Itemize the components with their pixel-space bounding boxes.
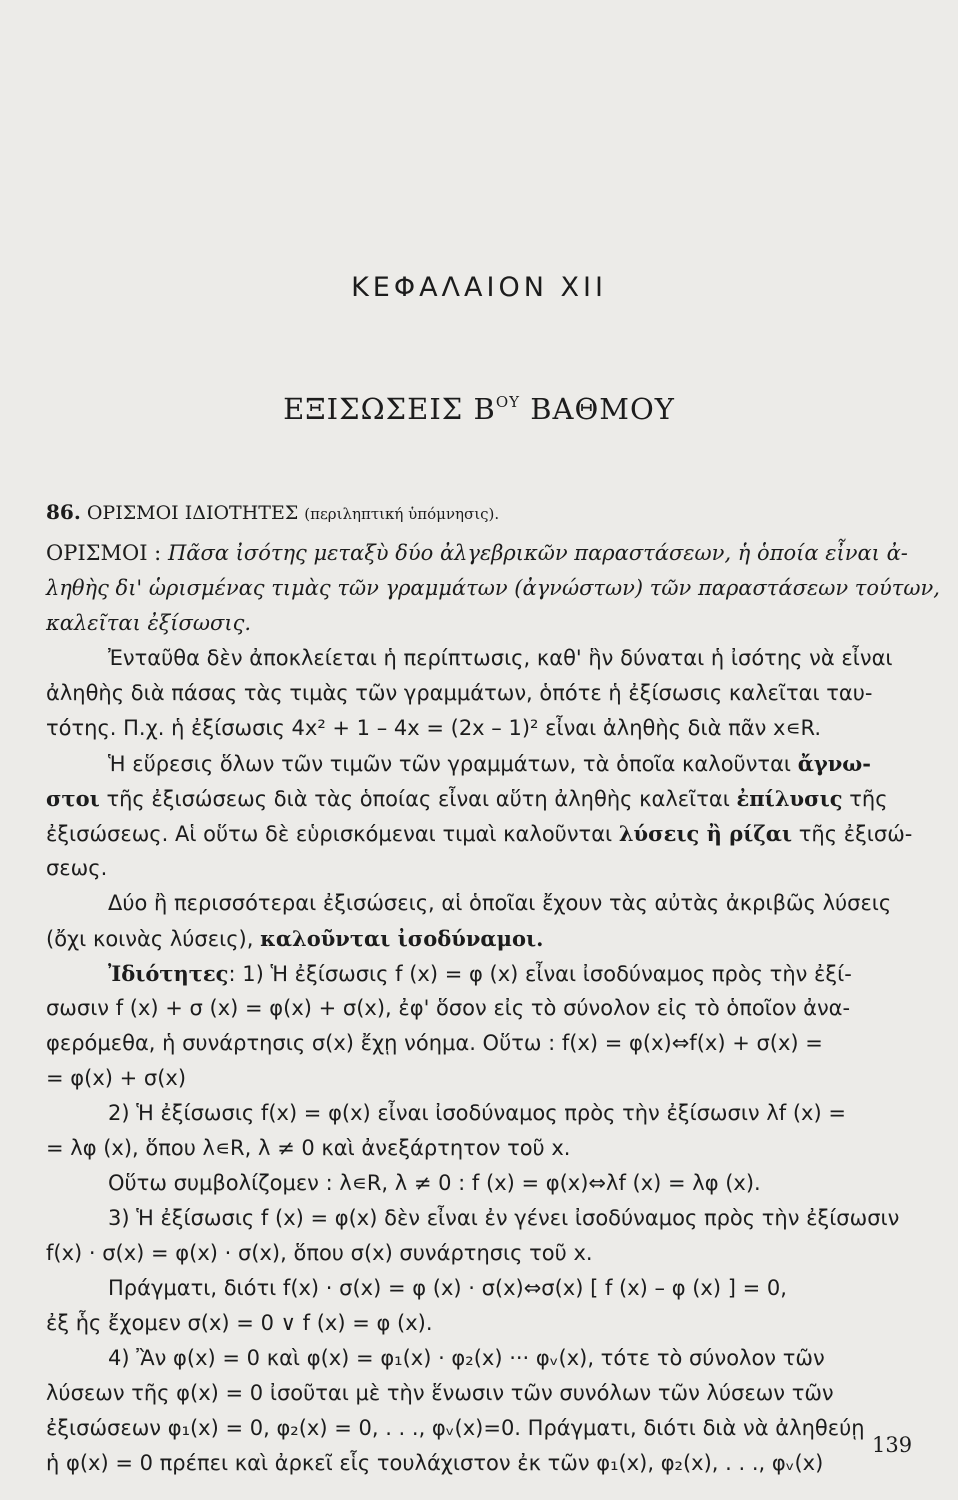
text-span: τῆς ἐξισώσεως διὰ τὰς ὁποίας εἶναι αὕτη ἀληθὴς καλεῖται — [99, 787, 737, 811]
text-line: φερόμεθα, ἡ συνάρτησις σ(x) ἔχῃ νόημα. Οὕτω : f(x) = φ(x)⇔f(x) + σ(x) = — [46, 1031, 823, 1055]
text-line: σωσιν f (x) + σ (x) = φ(x) + σ(x), ἐφ' ὅσον εἰς τὸ σύνολον εἰς τὸ ὁποῖον ἀνα- — [46, 996, 851, 1020]
term-unknowns-end: στοι — [46, 786, 100, 811]
text-line: f(x) · σ(x) = φ(x) · σ(x), ὅπου σ(x) συνάρτησις τοῦ x. — [46, 1241, 593, 1265]
title-main: ΕΞΙΣΩΣΕΙΣ Β — [283, 392, 496, 426]
text-line: 3) Ἡ ἐξίσωσις f (x) = φ(x) δὲν εἶναι ἐν γένει ἰσοδύναμος πρὸς τὴν ἐξίσωσιν — [108, 1206, 900, 1230]
text-line — [46, 921, 912, 956]
term-solutions-roots: λύσεις ἢ ρίζαι — [618, 821, 793, 846]
text-span: τῆς ἐξισώ- — [792, 822, 913, 846]
title-superscript: ΟΥ — [495, 393, 521, 411]
properties-label: Ἰδιότητες — [108, 961, 229, 986]
text-line: καλεῖται ἐξίσωσις. — [46, 611, 252, 635]
text-line: Ἐνταῦθα δὲν ἀποκλείεται ἡ περίπτωσις, καθ' ἣν δύναται ἡ ἰσότης νὰ εἶναι — [108, 646, 893, 670]
text-line: σεως. — [46, 856, 108, 880]
text-line: ἐξ ἧς ἔχομεν σ(x) = 0 ∨ f (x) = φ (x). — [46, 1311, 433, 1335]
section-number: 86. — [46, 500, 81, 524]
text-line: = λφ (x), ὅπου λ∊R, λ ≠ 0 καὶ ἀνεξάρτητον τοῦ x. — [46, 1136, 571, 1160]
text-line — [46, 956, 912, 991]
text-line — [46, 781, 912, 816]
section-title: ΟΡΙΣΜΟΙ ΙΔΙΟΤΗΤΕΣ — [86, 502, 299, 524]
text-span: : 1) Ἡ ἐξίσωσις f (x) = φ (x) εἶναι ἰσοδύναμος πρὸς τὴν ἐξί- — [228, 962, 852, 986]
chapter-heading: ΚΕΦΑΛΑΙΟΝ XII — [351, 272, 607, 303]
text-line — [46, 536, 912, 571]
text-line — [46, 746, 912, 781]
section-note: (περιληπτική ὑπόμνησις). — [304, 505, 500, 523]
definitions-label: ΟΡΙΣΜΟΙ : — [46, 541, 162, 565]
title-end: ΒΑΘΜΟΥ — [520, 392, 675, 426]
text-line: τότης. Π.χ. ἡ ἐξίσωσις 4x² + 1 – 4x = (2x – 1)² εἶναι ἀληθὴς διὰ πᾶν x∊R. — [46, 716, 822, 740]
text-span: (ὄχι κοινὰς λύσεις), — [46, 927, 261, 951]
definition-text: Πᾶσα ἰσότης μεταξὺ δύο ἀλγεβρικῶν παραστάσεων, ἡ ὁποία εἶναι ἀ- — [167, 541, 908, 565]
text-line: = φ(x) + σ(x) — [46, 1066, 187, 1090]
text-span: Ἡ εὕρεσις ὅλων τῶν τιμῶν τῶν γραμμάτων, τὰ ὁποῖα καλοῦνται — [108, 752, 798, 776]
text-line: 4) Ἂν φ(x) = 0 καὶ φ(x) = φ₁(x) · φ₂(x) ··· φᵥ(x), τότε τὸ σύνολον τῶν — [108, 1346, 825, 1370]
text-line: ἐξισώσεων φ₁(x) = 0, φ₂(x) = 0, . . ., φᵥ(x)=0. Πράγματι, διότι διὰ νὰ ἀληθεύῃ — [46, 1416, 865, 1440]
text-line: Δύο ἢ περισσότεραι ἐξισώσεις, αἱ ὁποῖαι ἔχουν τὰς αὐτὰς ἀκριβῶς λύσεις — [108, 891, 892, 915]
text-line: 2) Ἡ ἐξίσωσις f(x) = φ(x) εἶναι ἰσοδύναμος πρὸς τὴν ἐξίσωσιν λf (x) = — [108, 1101, 846, 1125]
text-line: ἀληθὴς διὰ πάσας τὰς τιμὰς τῶν γραμμάτων, ὁπότε ἡ ἐξίσωσις καλεῖται ταυ- — [46, 681, 873, 705]
text-line: Πράγματι, διότι f(x) · σ(x) = φ (x) · σ(x)⇔σ(x) [ f (x) – φ (x) ] = 0, — [108, 1276, 787, 1300]
text-line: ἡ φ(x) = 0 πρέπει καὶ ἀρκεῖ εἷς τουλάχιστον ἐκ τῶν φ₁(x), φ₂(x), . . ., φᵥ(x) — [46, 1451, 824, 1475]
body-text — [46, 536, 940, 1481]
page-number: 139 — [872, 1433, 913, 1457]
text-line: Οὕτω συμβολίζομεν : λ∊R, λ ≠ 0 : f (x) = φ(x)⇔λf (x) = λφ (x). — [108, 1171, 761, 1195]
text-line — [46, 816, 912, 851]
term-solving: ἐπίλυσις — [736, 786, 843, 811]
section-heading — [46, 500, 499, 524]
text-line: ληθὴς δι' ὡρισμένας τιμὰς τῶν γραμμάτων (ἀγνώστων) τῶν παραστάσεων τούτων, — [46, 576, 940, 600]
text-span: τῆς — [842, 787, 888, 811]
term-unknowns: ἄγνω- — [797, 751, 872, 776]
chapter-title — [0, 392, 958, 426]
text-span: ἐξισώσεως. Αἱ οὕτω δὲ εὑρισκόμεναι τιμαὶ καλοῦνται — [46, 822, 619, 846]
term-equivalent: καλοῦνται ἰσοδύναμοι. — [260, 926, 544, 951]
text-line: λύσεων τῆς φ(x) = 0 ἰσοῦται μὲ τὴν ἕνωσιν τῶν συνόλων τῶν λύσεων τῶν — [46, 1381, 834, 1405]
